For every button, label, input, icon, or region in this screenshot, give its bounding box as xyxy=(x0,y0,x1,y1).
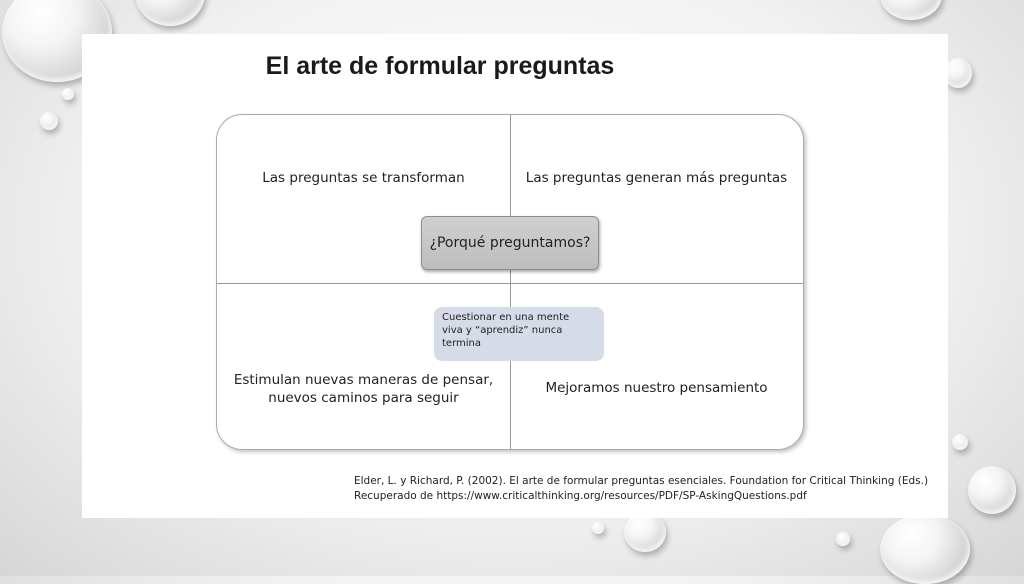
quadrant-bottom-left xyxy=(217,371,510,407)
slide xyxy=(82,34,948,518)
quadrant-bottom-right: Mejoramos nuestro pensamiento xyxy=(545,380,768,396)
reference-citation xyxy=(354,474,934,504)
water-drop-decoration xyxy=(944,58,972,88)
water-drop-decoration xyxy=(135,0,205,26)
water-drop-decoration xyxy=(62,88,74,100)
horizontal-divider xyxy=(217,283,803,284)
water-drop-decoration xyxy=(836,532,850,546)
reference-line1: Elder, L. y Richard, P. (2002). El arte de formular preguntas esenciales. Foundation for Critical Thinking (Eds.) xyxy=(354,475,929,487)
quadrant-bottom-left-line1: Estimulan nuevas maneras de pensar, xyxy=(233,372,494,388)
slide-title: El arte de formular preguntas xyxy=(265,52,615,80)
quadrant-top-left: Las preguntas se transforman xyxy=(262,170,465,186)
water-drop-decoration xyxy=(624,512,666,552)
reference-line2: Recuperado de https://www.criticalthinking.org/resources/PDF/SP-AskingQuestions.pdf xyxy=(354,490,807,502)
callout-note xyxy=(434,307,604,361)
water-drop-decoration xyxy=(880,514,970,584)
quadrant-top-right: Las preguntas generan más preguntas xyxy=(525,170,788,186)
callout-line2: viva y “aprendiz” nunca xyxy=(442,325,563,336)
vertical-divider xyxy=(510,115,511,449)
quadrant-bottom-left-line2: nuevos caminos para seguir xyxy=(268,390,459,406)
quadrant-diagram xyxy=(216,114,804,450)
center-question-box: ¿Porqué preguntamos? xyxy=(421,216,599,270)
water-drop-decoration xyxy=(952,434,968,450)
water-drop-decoration xyxy=(880,0,942,20)
callout-line3: termina xyxy=(442,338,481,349)
water-drop-decoration xyxy=(968,466,1016,514)
water-drop-decoration xyxy=(40,112,58,130)
callout-line1: Cuestionar en una mente xyxy=(442,312,570,323)
water-drop-decoration xyxy=(592,522,604,534)
